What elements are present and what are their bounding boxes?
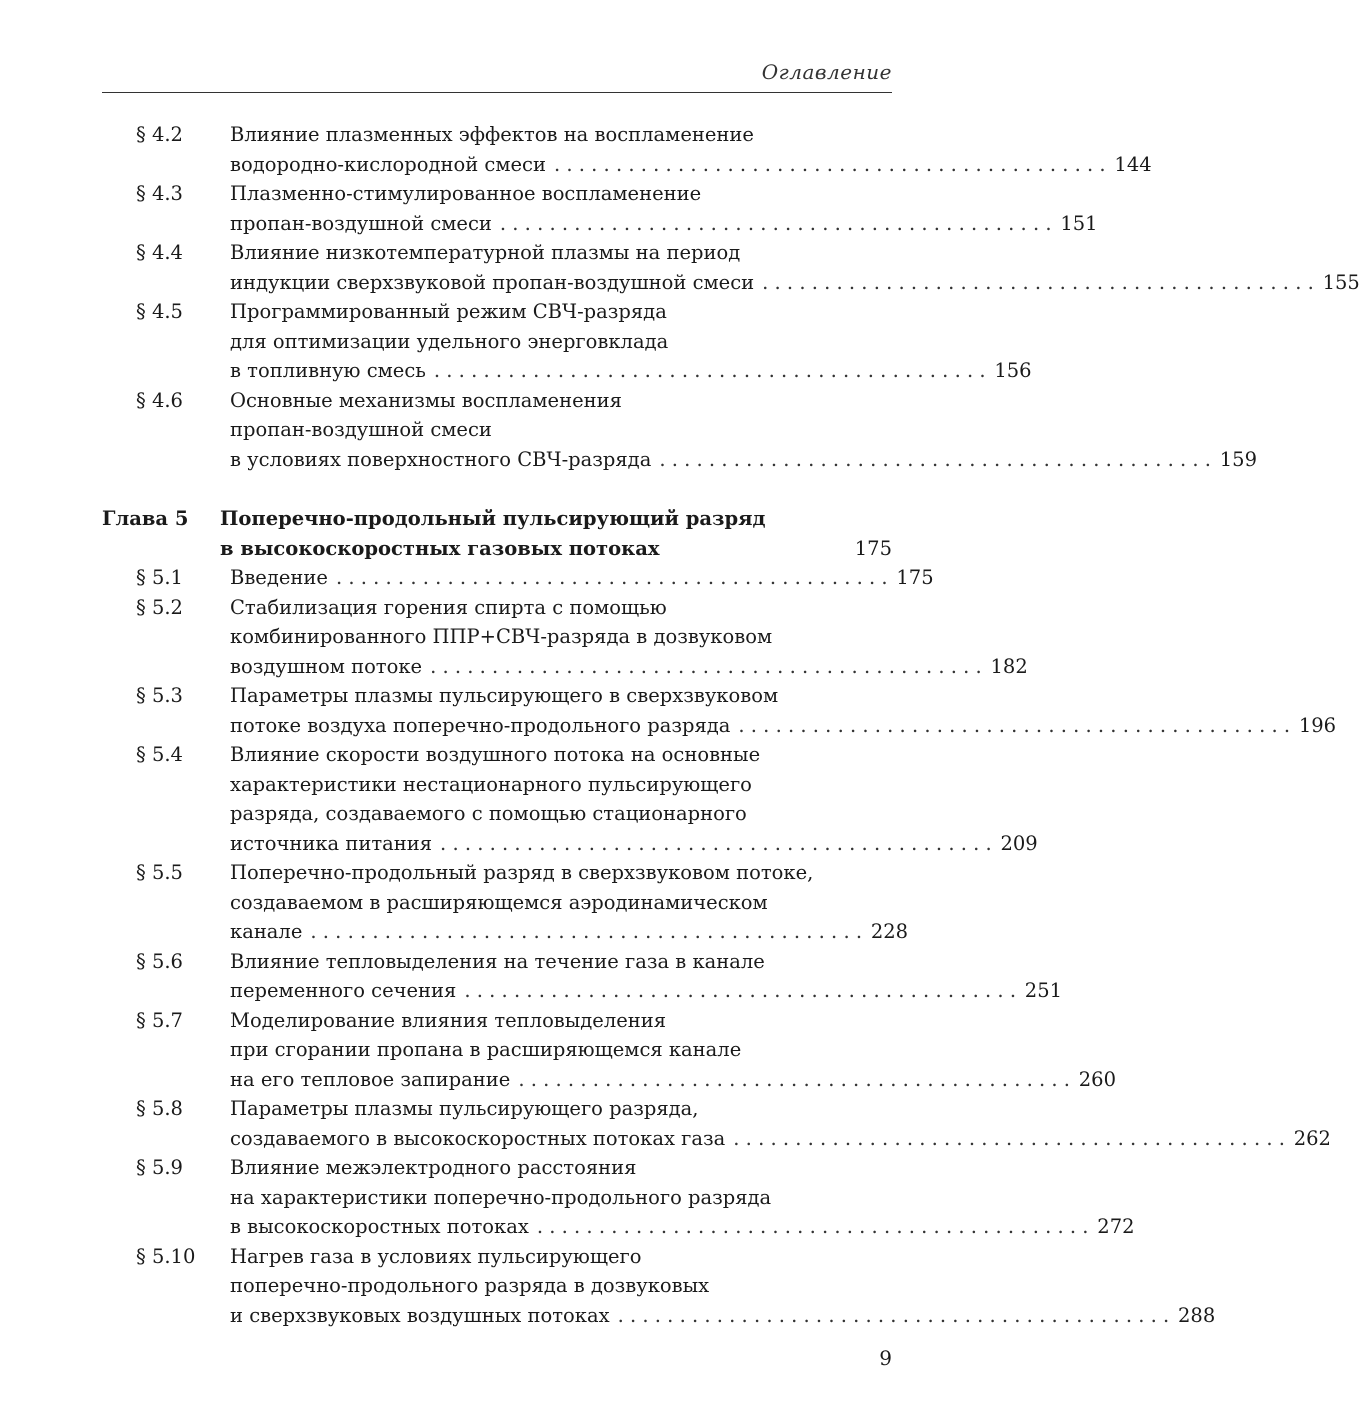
section-number: § 5.1: [136, 566, 183, 589]
entry-title-line: Влияние скорости воздушного потока на основные: [230, 743, 761, 766]
entry-title-line: Плазменно-стимулированное воспламенение: [230, 182, 702, 205]
dot-leader: . . . . . . . . . . . . . . . . . . . . . . . . . . . . . . . . . . . . . . . . . . . . .: [440, 831, 992, 855]
section-number: § 4.4: [136, 241, 183, 264]
entry-title-line: воздушном потоке: [230, 654, 423, 678]
entry-page-number: 151: [1060, 211, 1098, 235]
dot-leader: . . . . . . . . . . . . . . . . . . . . . . . . . . . . . . . . . . . . . . . . . . . . .: [733, 1126, 1285, 1150]
chapter-number: Глава 5: [102, 507, 189, 530]
entry-page-number: 156: [994, 359, 1032, 382]
dot-leader: . . . . . . . . . . . . . . . . . . . . . . . . . . . . . . . . . . . . . . . . . . . . .: [499, 211, 1052, 235]
entry-page-number: 209: [1000, 831, 1038, 855]
entry-title-line: в условиях поверхностного СВЧ-разряда: [230, 447, 652, 471]
toc-entry[interactable]: [102, 1153, 1135, 1242]
section-number: § 5.8: [136, 1097, 183, 1120]
entry-page-number: 155: [1322, 270, 1360, 294]
section-number: § 5.5: [136, 861, 183, 884]
entry-page-number: 159: [1219, 447, 1257, 471]
section-number: § 4.2: [136, 123, 183, 146]
dot-leader: . . . . . . . . . . . . . . . . . . . . . . . . . . . . . . . . . . . . . . . . . . . . .: [518, 1067, 1070, 1091]
toc-entry[interactable]: [102, 858, 909, 947]
entry-page-number: 228: [870, 920, 909, 943]
entry-title-line: на его тепловое запирание: [230, 1067, 511, 1091]
page-header: [102, 58, 892, 93]
entry-title-line: и сверхзвуковых воздушных потоках: [230, 1303, 610, 1327]
section-number: § 5.3: [136, 684, 183, 707]
dot-leader: . . . . . . . . . . . . . . . . . . . . . . . . . . . . . . . . . . . . . . . . . . . . .: [738, 713, 1291, 737]
toc-entry[interactable]: [102, 681, 1337, 740]
entry-title-line: Нагрев газа в условиях пульсирующего: [230, 1244, 642, 1268]
toc-entry[interactable]: [102, 297, 1032, 386]
dot-leader: . . . . . . . . . . . . . . . . . . . . . . . . . . . . . . . . . . . . . . . . . . . . .: [659, 447, 1211, 471]
entry-title-line: поперечно-продольного разряда в дозвуковых: [230, 1274, 710, 1297]
section-number: § 5.9: [136, 1156, 183, 1179]
dot-leader: . . . . . . . . . . . . . . . . . . . . . . . . . . . . . . . . . . . . . . . . . . . . .: [464, 979, 1017, 1002]
entry-title-line: Параметры плазмы пульсирующего разряда,: [230, 1097, 699, 1120]
entry-title-line: пропан-воздушной смеси: [230, 418, 492, 441]
dot-leader: . . . . . . . . . . . . . . . . . . . . . . . . . . . . . . . . . . . . . . . . . . . . .: [430, 654, 982, 678]
dot-leader: . . . . . . . . . . . . . . . . . . . . . . . . . . . . . . . . . . . . . . . . . . . . .: [433, 359, 986, 382]
toc-entry[interactable]: [102, 740, 1038, 858]
table-of-contents: [102, 120, 1360, 1330]
entry-page-number: 182: [990, 654, 1028, 678]
toc-entry[interactable]: [102, 1006, 1116, 1095]
toc-entry[interactable]: [102, 1094, 1331, 1153]
section-number: § 4.6: [136, 388, 183, 412]
toc-section-chapter-5: [102, 563, 1337, 1330]
entry-title-line: пропан-воздушной смеси: [230, 211, 492, 235]
entry-title-line: разряда, создаваемого с помощью стационарного: [230, 802, 747, 825]
entry-title-line: Параметры плазмы пульсирующего в сверхзвуковом: [230, 684, 779, 707]
dot-leader: . . . . . . . . . . . . . . . . . . . . . . . . . . . . . . . . . . . . . . . . . . . . .: [335, 566, 888, 589]
section-number: § 5.6: [136, 949, 183, 973]
chapter-page-number: 175: [854, 536, 892, 560]
entry-title-line: Влияние тепловыделения на течение газа в канале: [230, 949, 765, 973]
entry-title-line: комбинированного ППР+СВЧ-разряда в дозвуковом: [230, 625, 773, 648]
chapter-title-line: в высокоскоростных газовых потоках: [220, 536, 660, 560]
toc-entry[interactable]: [102, 563, 934, 593]
chapter-title-line: Поперечно-продольный пульсирующий разряд: [220, 507, 766, 530]
section-number: § 4.5: [136, 300, 183, 323]
entry-title-line: Введение: [230, 566, 328, 589]
entry-page-number: 251: [1024, 979, 1063, 1002]
dot-leader: . . . . . . . . . . . . . . . . . . . . . . . . . . . . . . . . . . . . . . . . . . . . .: [536, 1215, 1089, 1238]
entry-title-line: характеристики нестационарного пульсирующего: [230, 772, 752, 796]
entry-title-line: источника питания: [230, 831, 433, 855]
toc-entry[interactable]: [102, 120, 1152, 179]
entry-title-line: Влияние низкотемпературной плазмы на период: [230, 241, 741, 264]
toc-entry[interactable]: [102, 238, 1360, 297]
toc-entry[interactable]: [102, 593, 1028, 682]
entry-page-number: 262: [1293, 1126, 1331, 1150]
entry-page-number: 272: [1097, 1215, 1135, 1238]
entry-page-number: 175: [896, 566, 934, 589]
toc-entry[interactable]: [102, 947, 1063, 1006]
entry-title-line: индукции сверхзвуковой пропан-воздушной смеси: [230, 270, 755, 294]
entry-page-number: 196: [1298, 713, 1337, 737]
running-head: Оглавление: [761, 60, 892, 84]
entry-title-line: в топливную смесь: [230, 359, 426, 382]
entry-title-line: при сгорании пропана в расширяющемся канале: [230, 1038, 742, 1061]
section-number: § 4.3: [136, 182, 183, 205]
toc-section-chapter-4: [102, 120, 1360, 474]
entry-title-line: Основные механизмы воспламенения: [230, 388, 622, 412]
entry-title-line: Программированный режим СВЧ-разряда: [230, 300, 667, 323]
entry-title-line: канале: [230, 920, 303, 943]
entry-title-line: для оптимизации удельного энерговклада: [230, 329, 669, 353]
entry-page-number: 288: [1178, 1303, 1216, 1327]
dot-leader: . . . . . . . . . . . . . . . . . . . . . . . . . . . . . . . . . . . . . . . . . . . . .: [617, 1303, 1170, 1327]
toc-chapter-heading[interactable]: [102, 504, 892, 563]
section-number: § 5.7: [136, 1008, 183, 1032]
dot-leader: . . . . . . . . . . . . . . . . . . . . . . . . . . . . . . . . . . . . . . . . . . . . .: [762, 270, 1314, 294]
entry-title-line: создаваемом в расширяющемся аэродинамическом: [230, 890, 768, 914]
entry-page-number: 260: [1078, 1067, 1116, 1091]
entry-title-line: в высокоскоростных потоках: [230, 1215, 529, 1238]
section-number: § 5.4: [136, 743, 183, 766]
toc-entry[interactable]: [102, 386, 1257, 475]
section-number: § 5.10: [136, 1244, 196, 1268]
folio-page-number: 9: [879, 1346, 892, 1370]
toc-entry[interactable]: [102, 179, 1098, 238]
dot-leader: . . . . . . . . . . . . . . . . . . . . . . . . . . . . . . . . . . . . . . . . . . . . .: [553, 152, 1106, 176]
entry-title-line: Влияние межэлектродного расстояния: [230, 1156, 637, 1179]
entry-page-number: 144: [1114, 152, 1152, 176]
section-number: § 5.2: [136, 595, 183, 619]
entry-title-line: создаваемого в высокоскоростных потоках газа: [230, 1126, 726, 1150]
entry-title-line: потоке воздуха поперечно-продольного разряда: [230, 713, 731, 737]
entry-title-line: Влияние плазменных эффектов на воспламенение: [230, 123, 754, 146]
entry-title-line: водородно-кислородной смеси: [230, 152, 546, 176]
entry-title-line: Моделирование влияния тепловыделения: [230, 1008, 667, 1032]
toc-entry[interactable]: [102, 1242, 1216, 1331]
entry-title-line: на характеристики поперечно-продольного разряда: [230, 1185, 772, 1209]
entry-title-line: переменного сечения: [230, 979, 457, 1002]
dot-leader: . . . . . . . . . . . . . . . . . . . . . . . . . . . . . . . . . . . . . . . . . . . . .: [310, 920, 863, 943]
entry-title-line: Поперечно-продольный разряд в сверхзвуковом потоке,: [230, 861, 814, 884]
entry-title-line: Стабилизация горения спирта с помощью: [230, 595, 667, 619]
